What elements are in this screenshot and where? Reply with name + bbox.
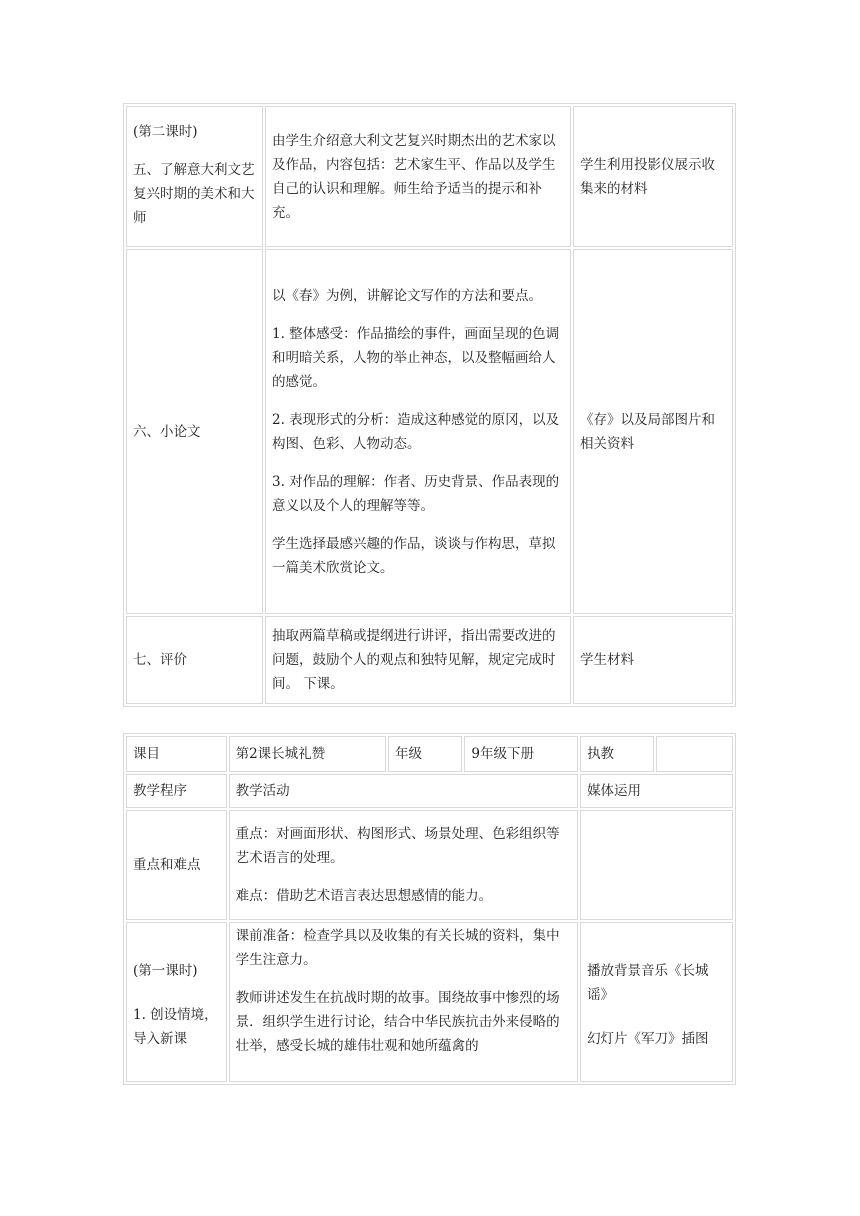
lesson-table-part1 [123,103,736,707]
activity-header: 教学活动 [229,774,578,808]
media-header: 媒体运用 [580,774,733,808]
step-title: 七、评价 [133,652,187,668]
step-title: 1. 创设情境，导入新课 [133,1007,218,1047]
media-cell: 学生材料 [573,616,733,704]
table-row [126,774,733,808]
media-cell: 学生利用投影仪展示收集来的材料 [573,106,733,247]
table-row [126,736,733,772]
activity-cell: 以《春》为例，讲解论文写作的方法和要点。 1. 整体感受：作品描绘的事件，画面呈现的色调和明暗关系，人物的举止神态，以及整幅画给人的感觉。 2. 表现形式的分析：造成这种感觉的原冈，以及构图、色彩、人物动态。 3. 对作品的理解：作者、历史背景、作品表现的意义以及个人的理解等等。 学生选择最感兴趣的作品，谈谈与作构思，草拟一篇美术欣赏论文。 [265,249,571,614]
subject-label: 课目 [126,736,227,772]
table-row [126,616,733,704]
media-cell: 《存》以及局部图片和相关资料 [573,249,733,614]
grade-value: 9年级下册 [464,736,578,772]
table-row [126,810,733,920]
subject-value: 第2课长城礼赞 [229,736,386,772]
procedure-header: 教学程序 [126,774,227,808]
grade-label: 年级 [388,736,462,772]
activity-cell: 课前准备：检查学具以及收集的有关长城的资料，集中学生注意力。 教师讲述发生在抗战时期的故事。围绕故事中惨烈的场景．组织学生进行讨论，结合中华民族抗击外来侵略的壮举，感受长城的雄伟壮观和她所蕴禽的 [229,922,578,1082]
teacher-value [656,736,733,772]
lesson-table-part2 [123,733,736,1085]
lesson-period: (第一课时) [133,963,198,979]
table-row [126,922,733,1082]
media-cell [580,810,733,920]
step-cell [126,922,227,1082]
activity-cell: 重点：对画面形状、构图形式、场景处理、色彩组织等艺术语言的处理。 难点：借助艺术语言表达思想感情的能力。 [229,810,578,920]
media-cell: 播放背景音乐《长城谣》 幻灯片《军刀》插图 [580,922,733,1082]
step-cell [126,616,263,704]
step-title: 五、了解意大利文艺复兴时期的美术和大师 [133,162,255,226]
step-title: 六、小论文 [133,423,201,440]
step-cell: 重点和难点 [126,810,227,920]
activity-cell: 由学生介绍意大利文艺复兴时期杰出的艺术家以及作品，内容包括：艺术家生平、作品以及学生自己的认识和理解。师生给予适当的提示和补充。 [265,106,571,247]
table-row [126,249,733,614]
step-cell [126,106,263,247]
activity-cell: 抽取两篇草稿或提纲进行讲评，指出需要改进的问题，鼓励个人的观点和独特见解，规定完成时间。 下课。 [265,616,571,704]
lesson-period: (第二课时) [133,124,198,140]
table-row [126,106,733,247]
step-cell [126,249,263,614]
teacher-label: 执教 [580,736,654,772]
